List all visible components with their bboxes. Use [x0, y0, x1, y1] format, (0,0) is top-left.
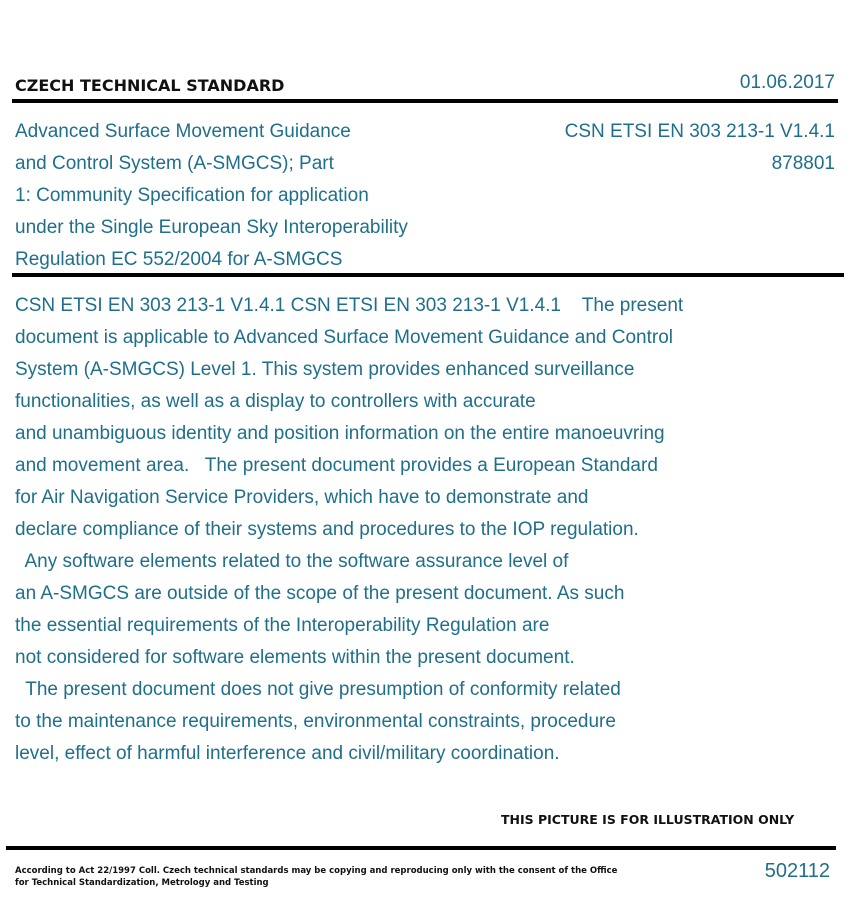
title-line: Regulation EC 552/2004 for A-SMGCS [15, 249, 343, 270]
footer-rule [6, 846, 836, 850]
document-type-label: CZECH TECHNICAL STANDARD [15, 76, 285, 95]
abstract-line: and unambiguous identity and position information on the entire manoeuvring [15, 423, 665, 444]
abstract-line: an A-SMGCS are outside of the scope of the present document. As such [15, 583, 625, 604]
illustration-notice: THIS PICTURE IS FOR ILLUSTRATION ONLY [501, 812, 795, 827]
copyright-line: for Technical Standardization, Metrology and Testing [15, 878, 269, 888]
header-rule [12, 99, 838, 103]
abstract-line: for Air Navigation Service Providers, which have to demonstrate and [15, 487, 589, 508]
publication-date: 01.06.2017 [739, 72, 835, 93]
abstract-line: functionalities, as well as a display to controllers with accurate [15, 391, 536, 412]
copyright-line: According to Act 22/1997 Coll. Czech technical standards may be copying and reproducing only with the consent of the Office [15, 866, 618, 876]
abstract-text [15, 290, 835, 770]
abstract-line: Any software elements related to the software assurance level of [15, 551, 569, 572]
title-rule [12, 273, 844, 277]
abstract-line: to the maintenance requirements, environmental constraints, procedure [15, 711, 616, 732]
abstract-line: the essential requirements of the Interoperability Regulation are [15, 615, 550, 636]
document-number: 502112 [764, 860, 830, 882]
abstract-line: document is applicable to Advanced Surface Movement Guidance and Control [15, 327, 674, 348]
standard-identifiers [565, 116, 835, 180]
standard-code: CSN ETSI EN 303 213-1 V1.4.1 [564, 121, 835, 142]
title-line: and Control System (A-SMGCS); Part [15, 153, 334, 174]
standard-title [15, 116, 485, 276]
abstract-line: level, effect of harmful interference and civil/military coordination. [15, 743, 560, 764]
abstract-line: not considered for software elements within the present document. [15, 647, 575, 668]
copyright-note [15, 865, 618, 889]
abstract-line: CSN ETSI EN 303 213-1 V1.4.1 CSN ETSI EN 303 213-1 V1.4.1 The present [15, 295, 684, 316]
title-line: Advanced Surface Movement Guidance [15, 121, 351, 142]
title-line: under the Single European Sky Interoperability [15, 217, 408, 238]
abstract-line: The present document does not give presumption of conformity related [15, 679, 621, 700]
catalog-number: 878801 [771, 153, 835, 174]
abstract-line: and movement area. The present document provides a European Standard [15, 455, 658, 476]
title-line: 1: Community Specification for application [15, 185, 369, 206]
abstract-line: declare compliance of their systems and procedures to the IOP regulation. [15, 519, 639, 540]
abstract-line: System (A-SMGCS) Level 1. This system provides enhanced surveillance [15, 359, 635, 380]
